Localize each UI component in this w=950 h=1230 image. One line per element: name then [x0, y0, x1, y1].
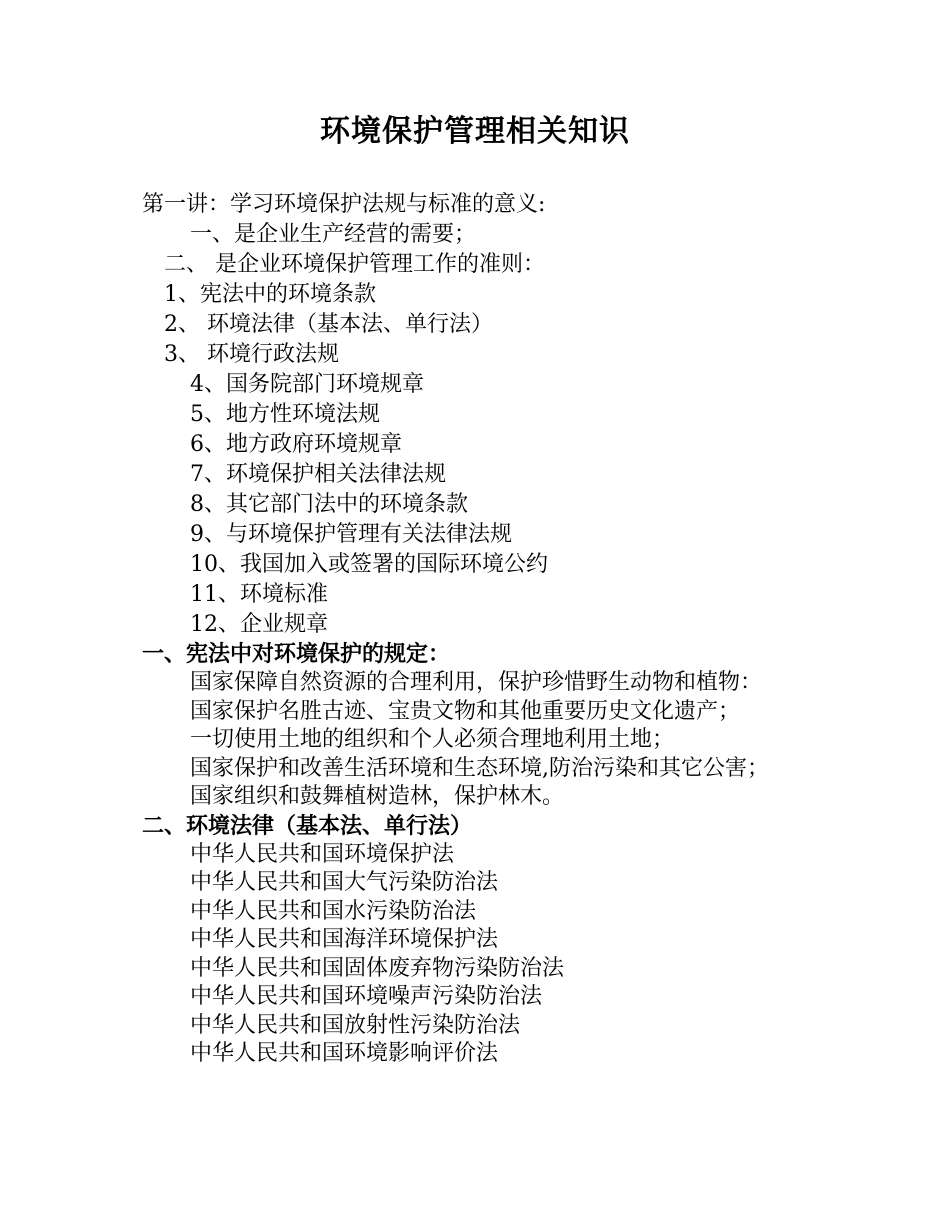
list-item: 5、地方性环境法规 — [190, 402, 380, 427]
list-item: 1、宪法中的环境条款 — [164, 282, 376, 307]
lecture-heading: 第一讲：学习环境保护法规与标准的意义: — [142, 192, 546, 217]
list-item: 12、企业规章 — [190, 612, 328, 637]
law-item: 中华人民共和国固体废弃物污染防治法 — [190, 955, 565, 981]
law-item: 中华人民共和国环境噪声污染防治法 — [190, 984, 543, 1009]
list-item: 10、我国加入或签署的国际环境公约 — [190, 552, 548, 577]
section-line: 一切使用土地的组织和个人必须合理地利用土地； — [190, 727, 675, 752]
section-heading: 二、环境法律（基本法、单行法） — [142, 812, 473, 839]
law-item: 中华人民共和国水污染防治法 — [190, 898, 477, 924]
intro-point: 二、 是企业环境保护管理工作的准则： — [164, 252, 545, 277]
section-line: 国家保护和改善生活环境和生态环境,防治污染和其它公害； — [190, 755, 769, 781]
law-item: 中华人民共和国大气污染防治法 — [190, 870, 499, 895]
document-title: 环境保护管理相关知识 — [320, 114, 630, 149]
law-item: 中华人民共和国环境保护法 — [190, 841, 455, 867]
list-item: 6、地方政府环境规章 — [190, 432, 402, 457]
intro-point: 一、是企业生产经营的需要； — [190, 222, 477, 247]
law-item: 中华人民共和国环境影响评价法 — [190, 1041, 499, 1066]
section-heading: 一、宪法中对环境保护的规定： — [142, 641, 451, 667]
law-item: 中华人民共和国放射性污染防治法 — [190, 1012, 521, 1038]
list-item: 4、国务院部门环境规章 — [190, 372, 424, 397]
list-item: 8、其它部门法中的环境条款 — [190, 492, 468, 517]
list-item: 2、 环境法律（基本法、单行法） — [164, 312, 493, 337]
section-line: 国家保护名胜古迹、宝贵文物和其他重要历史文化遗产； — [190, 698, 741, 724]
list-item: 11、环境标准 — [190, 582, 328, 607]
section-line: 国家保障自然资源的合理利用，保护珍惜野生动物和植物： — [190, 670, 763, 695]
list-item: 9、与环境保护管理有关法律法规 — [190, 522, 512, 547]
list-item: 7、环境保护相关法律法规 — [190, 462, 446, 487]
section-line: 国家组织和鼓舞植树造林，保护林木。 — [190, 784, 565, 809]
law-item: 中华人民共和国海洋环境保护法 — [190, 927, 499, 952]
list-item: 3、 环境行政法规 — [164, 342, 339, 367]
document-body — [142, 190, 842, 1069]
